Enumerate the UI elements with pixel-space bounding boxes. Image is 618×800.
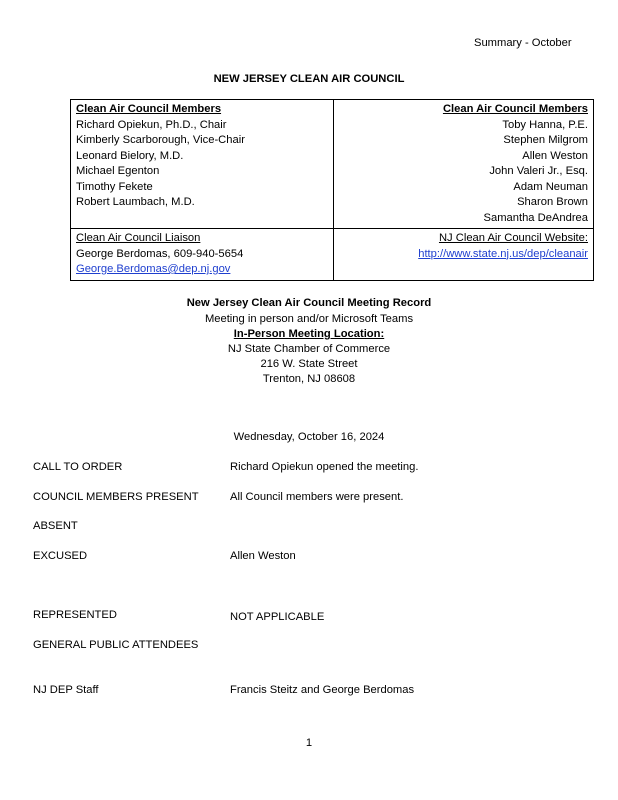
left-members-heading: Clean Air Council Members xyxy=(76,103,222,115)
website-heading: NJ Clean Air Council Website: xyxy=(438,232,588,244)
members-present-value: All Council members were present. xyxy=(230,491,404,503)
meeting-date: Wednesday, October 16, 2024 xyxy=(233,431,385,443)
website-cell xyxy=(334,229,594,281)
location-heading: In-Person Meeting Location: xyxy=(233,328,385,340)
member-name: Samantha DeAndrea xyxy=(483,211,588,224)
left-members-cell xyxy=(71,100,334,229)
location-name: NJ State Chamber of Commerce xyxy=(227,343,391,355)
page-number: 1 xyxy=(305,737,313,749)
right-members-heading: Clean Air Council Members xyxy=(442,103,588,115)
member-name: Kimberly Scarborough, Vice-Chair xyxy=(76,134,245,146)
excused-label: EXCUSED xyxy=(33,550,88,562)
members-present-label: COUNCIL MEMBERS PRESENT xyxy=(33,491,199,503)
excused-value: Allen Weston xyxy=(230,550,296,562)
public-attendees-label: GENERAL PUBLIC ATTENDEES xyxy=(33,639,199,651)
represented-value: NOT APPLICABLE xyxy=(230,611,325,623)
member-name: Adam Neuman xyxy=(513,180,588,193)
represented-label: REPRESENTED xyxy=(33,609,117,621)
location-city: Trenton, NJ 08608 xyxy=(262,373,356,385)
absent-label: ABSENT xyxy=(33,520,78,532)
member-name: Allen Weston xyxy=(522,149,588,162)
member-name: Toby Hanna, P.E. xyxy=(502,118,588,131)
member-name: Michael Egenton xyxy=(76,165,160,177)
liaison-email-link[interactable]: George.Berdomas@dep.nj.gov xyxy=(76,263,231,275)
call-to-order-value: Richard Opiekun opened the meeting. xyxy=(230,461,419,473)
location-street: 216 W. State Street xyxy=(260,358,358,370)
member-name: Robert Laumbach, M.D. xyxy=(76,196,195,208)
meeting-record-title: New Jersey Clean Air Council Meeting Record xyxy=(186,297,432,309)
members-table xyxy=(70,99,594,281)
liaison-cell xyxy=(71,229,334,281)
member-name: Stephen Milgrom xyxy=(503,134,588,146)
meeting-format: Meeting in person and/or Microsoft Teams xyxy=(204,313,414,325)
member-name: John Valeri Jr., Esq. xyxy=(489,165,588,177)
dep-staff-value: Francis Steitz and George Berdomas xyxy=(230,684,415,696)
council-title: NEW JERSEY CLEAN AIR COUNCIL xyxy=(213,73,405,85)
website-link[interactable]: http://www.state.nj.us/dep/cleanair xyxy=(418,247,588,260)
member-name: Richard Opiekun, Ph.D., Chair xyxy=(76,118,227,131)
member-name: Timothy Fekete xyxy=(76,180,153,193)
summary-header: Summary - October xyxy=(474,37,572,49)
call-to-order-label: CALL TO ORDER xyxy=(33,461,123,473)
member-name: Sharon Brown xyxy=(517,196,588,208)
right-members-cell xyxy=(334,100,594,229)
liaison-contact: George Berdomas, 609-940-5654 xyxy=(76,247,244,260)
member-name: Leonard Bielory, M.D. xyxy=(76,149,184,162)
dep-staff-label: NJ DEP Staff xyxy=(33,684,99,696)
liaison-heading: Clean Air Council Liaison xyxy=(76,232,201,244)
